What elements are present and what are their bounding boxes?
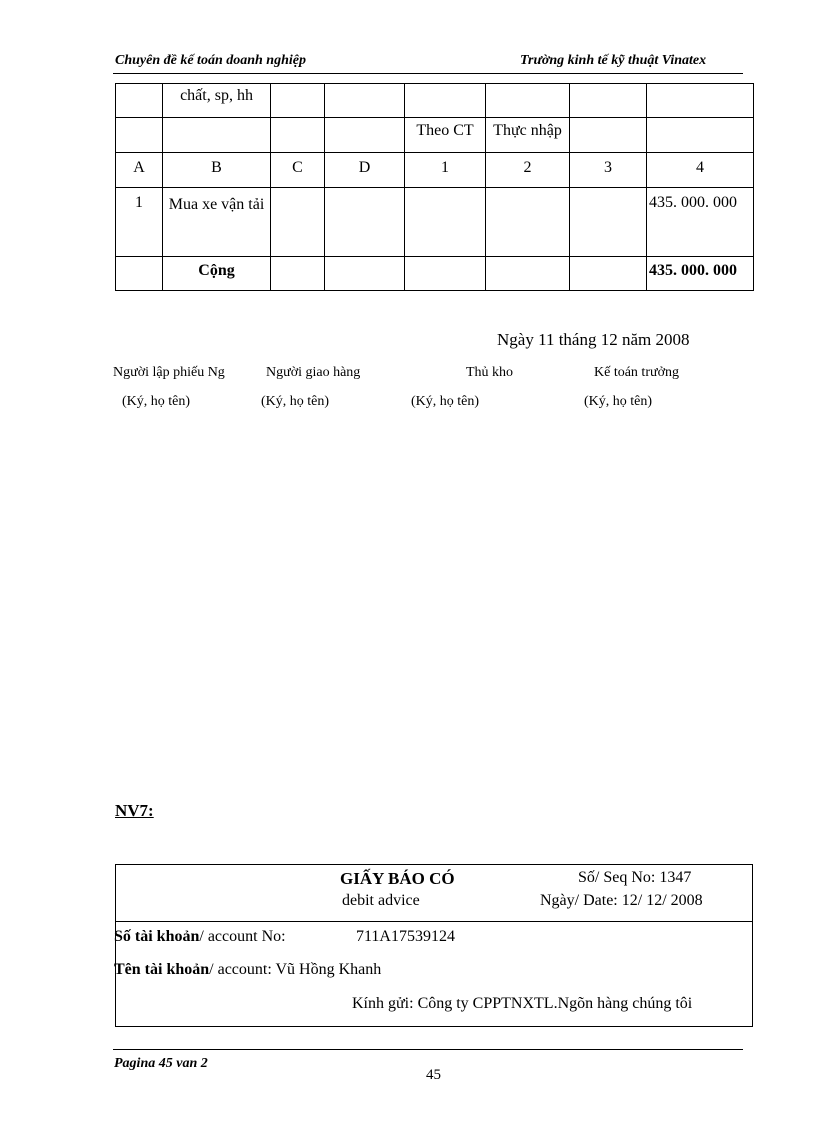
table-cell bbox=[405, 188, 486, 257]
table-cell: A bbox=[116, 153, 163, 188]
page-number: 45 bbox=[426, 1067, 441, 1083]
table-cell bbox=[486, 84, 570, 118]
footer-rule bbox=[113, 1049, 743, 1050]
table-cell bbox=[405, 257, 486, 291]
table-cell bbox=[647, 84, 754, 118]
signature-note: (Ký, họ tên) bbox=[261, 394, 330, 409]
advice-seq: Số/ Seq No: 1347 bbox=[578, 869, 692, 886]
account-name-line bbox=[114, 961, 381, 979]
receipt-table bbox=[115, 83, 754, 291]
table-cell bbox=[325, 188, 405, 257]
table-cell: chất, sp, hh bbox=[163, 84, 271, 118]
advice-date: Ngày/ Date: 12/ 12/ 2008 bbox=[540, 892, 703, 909]
table-cell bbox=[647, 118, 754, 153]
table-cell: Mua xe vận tải bbox=[163, 188, 271, 257]
signature-note: (Ký, họ tên) bbox=[584, 394, 653, 409]
signature-title: Thủ kho bbox=[466, 365, 514, 380]
signature-title: Người lập phiếu Ng bbox=[113, 365, 225, 380]
table-cell: 3 bbox=[570, 153, 647, 188]
table-cell: Cộng bbox=[163, 257, 271, 291]
advice-title: GIẤY BÁO CÓ bbox=[340, 869, 455, 888]
account-no-label: Số tài khoản bbox=[114, 928, 200, 945]
table-cell: D bbox=[325, 153, 405, 188]
table-row bbox=[116, 153, 754, 188]
table-cell: 435. 000. 000 bbox=[647, 188, 754, 257]
table-cell: 1 bbox=[405, 153, 486, 188]
header-rule bbox=[113, 73, 743, 74]
table-cell bbox=[570, 188, 647, 257]
table-cell bbox=[271, 257, 325, 291]
table-cell bbox=[116, 118, 163, 153]
table-cell bbox=[325, 257, 405, 291]
table-cell bbox=[325, 84, 405, 118]
header-right: Trường kinh tế kỹ thuật Vinatex bbox=[520, 53, 707, 68]
table-cell bbox=[325, 118, 405, 153]
table-cell: C bbox=[271, 153, 325, 188]
section-label: NV7: bbox=[115, 801, 154, 820]
table-cell bbox=[271, 118, 325, 153]
greeting-line: Kính gửi: Công ty CPPTNXTL.Ngõn hàng chúng tôi bbox=[352, 995, 693, 1012]
table-cell: 1 bbox=[116, 188, 163, 257]
footer-left: Pagina 45 van 2 bbox=[114, 1056, 208, 1071]
table-cell bbox=[271, 84, 325, 118]
signature-title: Kế toán trưởng bbox=[594, 365, 679, 380]
table-cell bbox=[116, 84, 163, 118]
date-line: Ngày 11 tháng 12 năm 2008 bbox=[497, 330, 690, 349]
signature-note: (Ký, họ tên) bbox=[122, 394, 191, 409]
table-cell bbox=[116, 257, 163, 291]
table-row bbox=[116, 84, 754, 118]
table-row bbox=[116, 257, 754, 291]
signature-note: (Ký, họ tên) bbox=[411, 394, 480, 409]
table-cell bbox=[570, 84, 647, 118]
table-cell bbox=[486, 257, 570, 291]
header-left: Chuyên đề kế toán doanh nghiệp bbox=[115, 53, 306, 68]
account-no-suffix: / account No: bbox=[199, 928, 286, 945]
table-row bbox=[116, 188, 754, 257]
table-cell bbox=[271, 188, 325, 257]
table-cell bbox=[570, 257, 647, 291]
table-cell bbox=[570, 118, 647, 153]
account-no-value: 711A17539124 bbox=[356, 928, 455, 945]
account-name-label: Tên tài khoản bbox=[114, 961, 210, 978]
table-cell bbox=[405, 84, 486, 118]
credit-advice-box bbox=[115, 864, 753, 1027]
signature-title: Người giao hàng bbox=[266, 365, 361, 380]
table-row bbox=[116, 118, 754, 153]
table-cell: Thực nhập bbox=[486, 118, 570, 153]
table-cell bbox=[486, 188, 570, 257]
table-cell: 435. 000. 000 bbox=[647, 257, 754, 291]
box-divider bbox=[116, 921, 752, 922]
table-cell: 2 bbox=[486, 153, 570, 188]
table-cell bbox=[163, 118, 271, 153]
table-cell: B bbox=[163, 153, 271, 188]
table-cell: Theo CT bbox=[405, 118, 486, 153]
advice-subtitle: debit advice bbox=[342, 892, 420, 909]
account-name-suffix: / account: Vũ Hồng Khanh bbox=[209, 961, 382, 978]
account-no-line bbox=[114, 928, 286, 946]
table-cell: 4 bbox=[647, 153, 754, 188]
